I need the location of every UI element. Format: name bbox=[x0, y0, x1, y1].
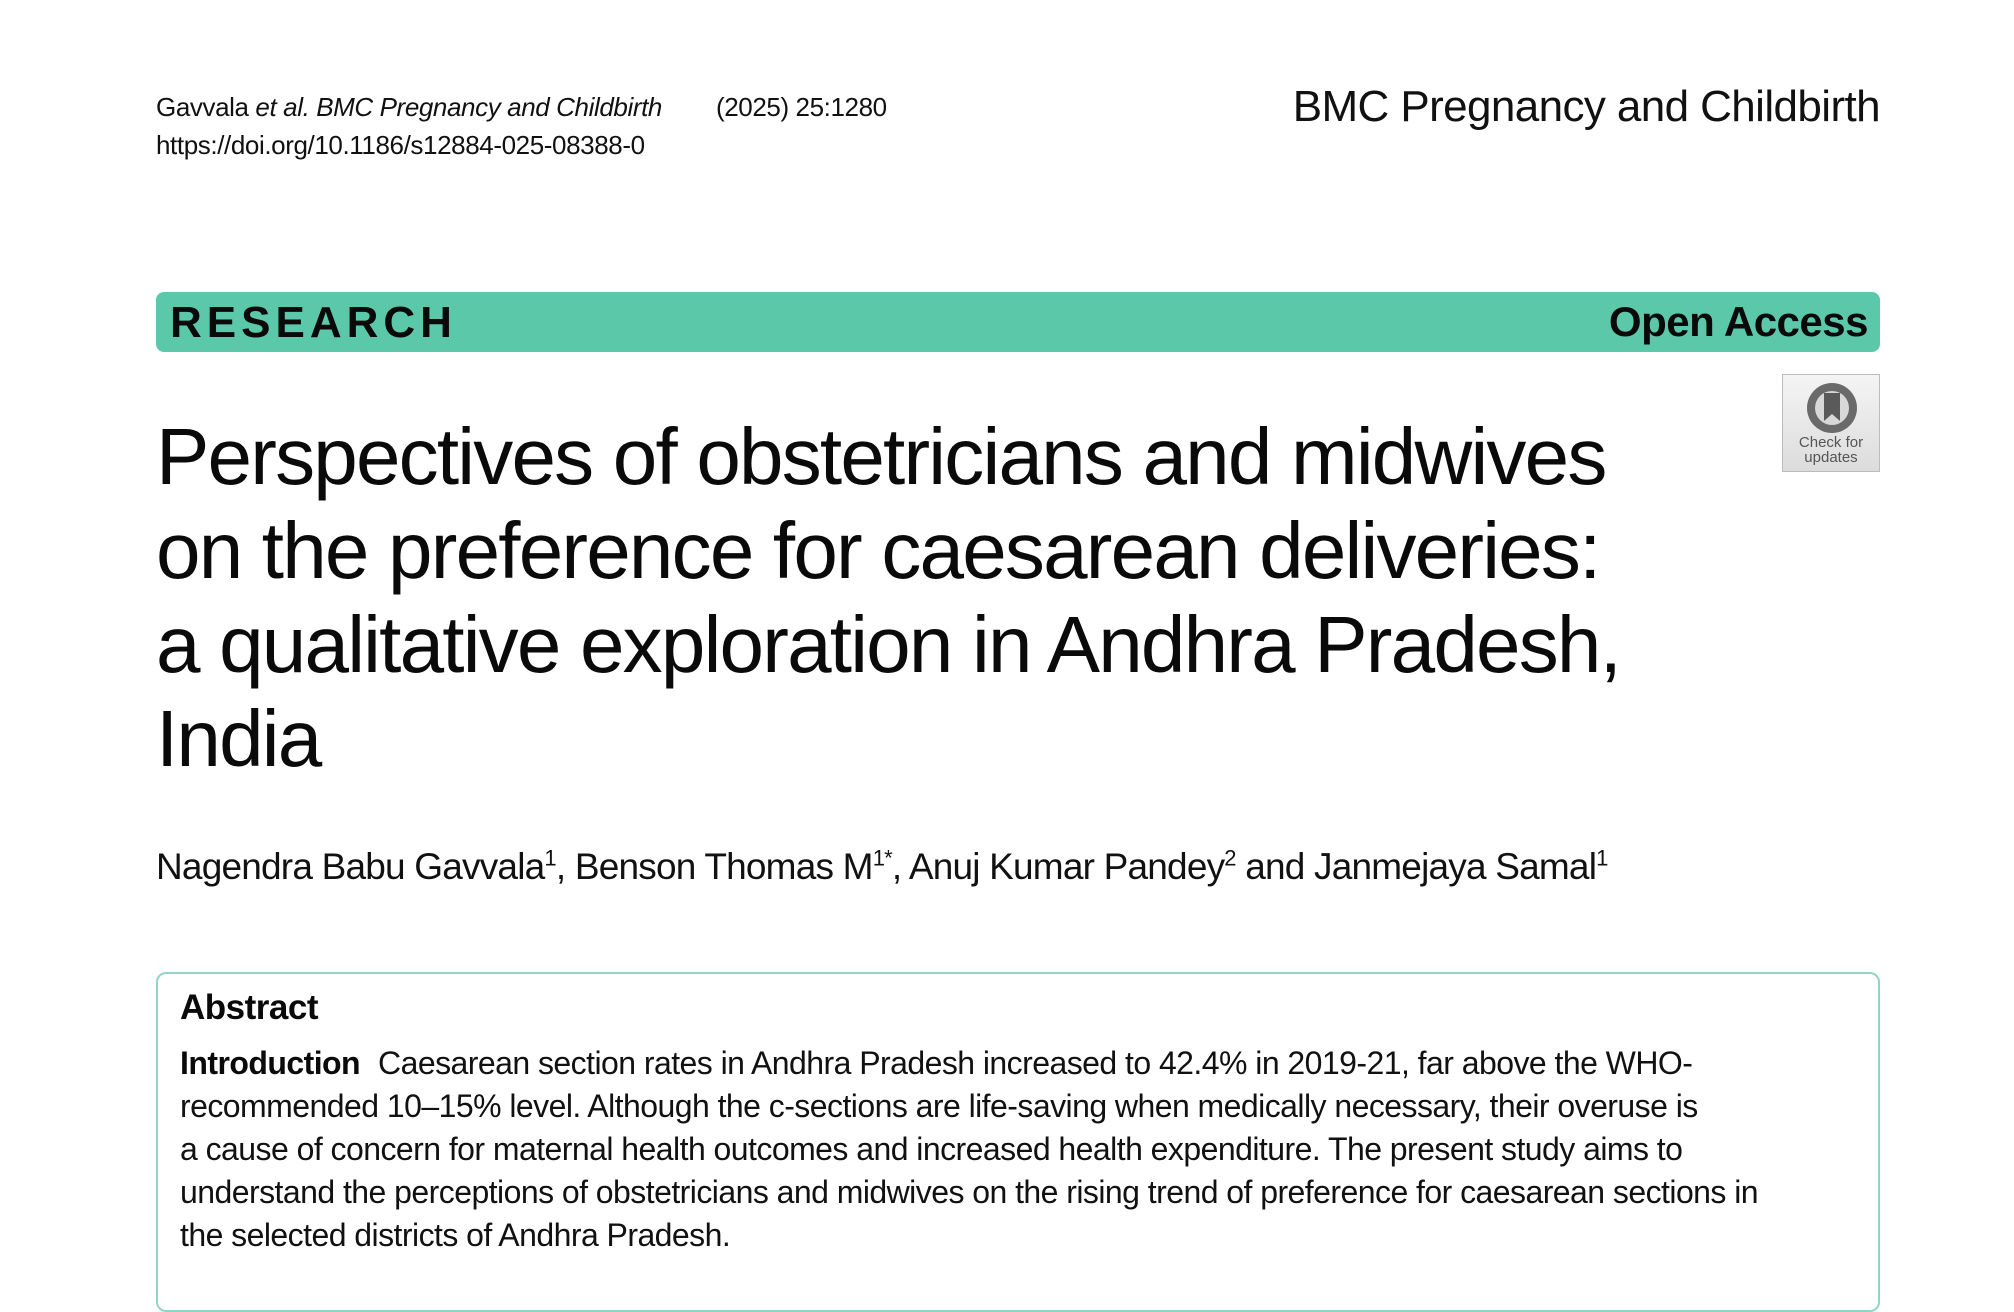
abstract-line: a cause of concern for maternal health outcomes and increased health expenditure. The present study aims to bbox=[180, 1131, 1683, 1167]
bookmark-icon bbox=[1805, 381, 1859, 435]
affiliation-marker: 1* bbox=[872, 845, 892, 871]
author-name[interactable]: Benson Thomas M bbox=[574, 846, 873, 887]
article-type-banner bbox=[156, 292, 1880, 352]
abstract-line: recommended 10–15% level. Although the c-sections are life-saving when medically necessary, their overuse is bbox=[180, 1088, 1698, 1124]
doi-link[interactable]: https://doi.org/10.1186/s12884-025-08388-0 bbox=[156, 130, 645, 160]
first-author-surname: Gavvala bbox=[156, 92, 249, 122]
article-type-label: RESEARCH bbox=[170, 298, 457, 347]
title-line: a qualitative exploration in Andhra Pradesh, bbox=[156, 600, 1621, 689]
abstract-line: Introduction Caesarean section rates in Andhra Pradesh increased to 42.4% in 2019-21, far above the WHO- bbox=[180, 1045, 1693, 1081]
open-access-label: Open Access bbox=[1608, 298, 1868, 345]
author-list: Nagendra Babu Gavvala$^1$, Benson Thomas $M^{1*}$, Anuj Kumar Pandey$^2$ and Janmejaya Samal$^1$ bbox=[156, 845, 1608, 887]
affiliation-marker: 1 bbox=[1596, 845, 1608, 871]
abstract-introduction bbox=[180, 1042, 1860, 1257]
abstract-heading: Abstract bbox=[180, 988, 318, 1027]
check-for-updates-text: Check for updates bbox=[1798, 434, 1864, 466]
abstract-box bbox=[156, 972, 1880, 1312]
paper-title bbox=[156, 410, 1776, 786]
affiliation-marker: 1 bbox=[544, 845, 556, 871]
title-line: India bbox=[156, 694, 321, 783]
affiliation-marker: 2 bbox=[1224, 845, 1236, 871]
author-name[interactable]: Janmejaya Samal bbox=[1314, 846, 1597, 887]
author-name[interactable]: Anuj Kumar Pandey bbox=[908, 846, 1225, 887]
title-line: Perspectives of obstetricians and midwives bbox=[156, 412, 1606, 501]
abstract-line: understand the perceptions of obstetricians and midwives on the rising trend of preference for caesarean sections in bbox=[180, 1174, 1759, 1210]
journal-citation: et al. BMC Pregnancy and Childbirth bbox=[255, 92, 662, 122]
journal-name: BMC Pregnancy and Childbirth bbox=[1292, 82, 1880, 131]
article-citation-header bbox=[156, 88, 887, 164]
citation-line bbox=[156, 88, 887, 126]
title-line: on the preference for caesarean deliveries: bbox=[156, 506, 1600, 595]
volume-citation: (2025) 25:1280 bbox=[715, 92, 887, 122]
abstract-line: the selected districts of Andhra Pradesh. bbox=[180, 1217, 731, 1253]
check-for-updates-button[interactable] bbox=[1782, 374, 1880, 472]
author-name[interactable]: Nagendra Babu Gavvala bbox=[156, 846, 545, 887]
section-label-introduction: Introduction bbox=[180, 1045, 361, 1081]
